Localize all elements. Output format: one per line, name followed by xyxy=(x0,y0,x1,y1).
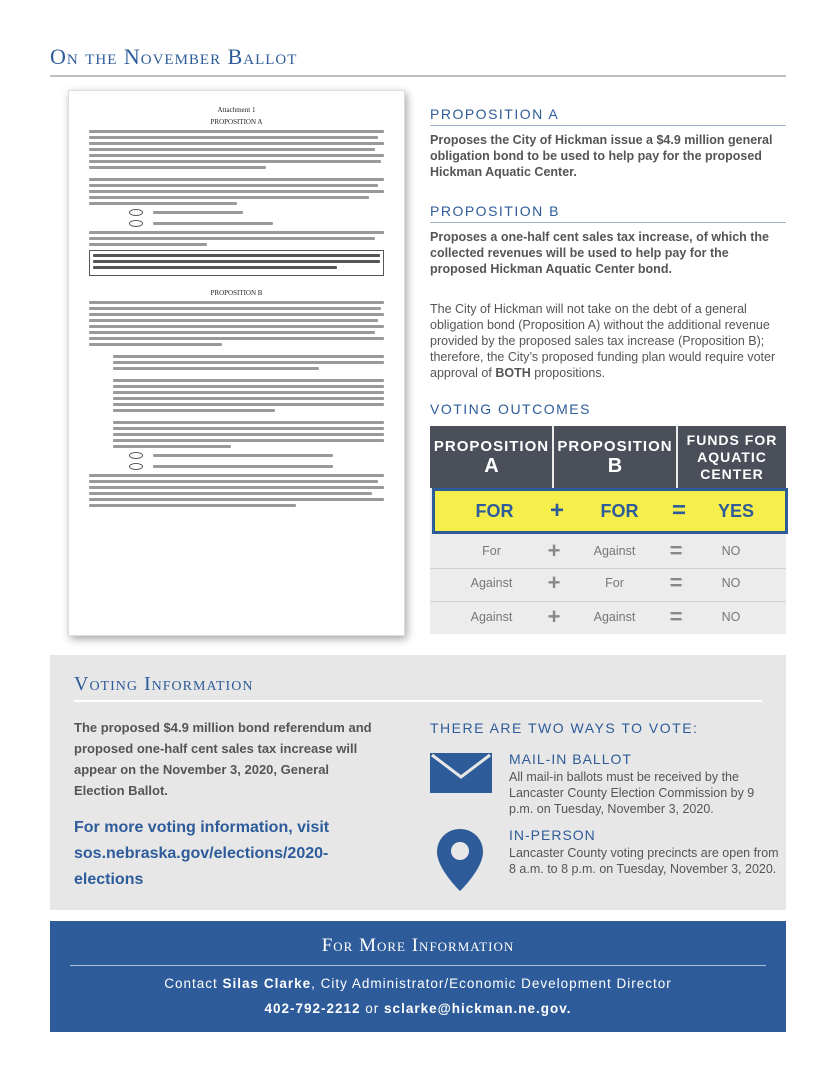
mail-in-ballot-title: MAIL-IN BALLOT xyxy=(509,751,632,767)
voting-information-rule xyxy=(74,700,762,702)
footer-phone-email-line xyxy=(50,1001,786,1016)
contact-email[interactable]: sclarke@hickman.ne.gov. xyxy=(384,1001,572,1016)
outcome-prop-a-vote: For xyxy=(482,544,501,558)
funding-note-post: propositions. xyxy=(530,366,606,380)
envelope-icon xyxy=(430,753,492,793)
doc-attachment-label: Attachment 1 xyxy=(217,106,256,114)
footer-rule xyxy=(70,965,766,966)
outcome-result: NO xyxy=(721,610,741,624)
outcome-row xyxy=(430,566,786,600)
outcome-row xyxy=(430,600,786,634)
proposition-a-text: Proposes the City of Hickman issue a $4.9 million general obligation bond to be used to help pay for the proposed Hickman Aquatic Center. xyxy=(430,133,773,179)
title-divider xyxy=(50,75,786,77)
outcome-row-approved xyxy=(432,488,788,534)
doc-option xyxy=(129,463,384,470)
plus-icon: + xyxy=(547,538,561,563)
voting-info-link[interactable]: For more voting information, visit sos.nebraska.gov/elections/2020-elections xyxy=(74,819,330,888)
proposition-b-heading: PROPOSITION B xyxy=(430,203,560,219)
voting-outcomes-table xyxy=(430,426,786,634)
outcome-result: YES xyxy=(717,500,755,521)
equals-icon: = xyxy=(669,604,683,629)
doc-proposition-a-label: PROPOSITION A xyxy=(210,118,263,126)
doc-text-block xyxy=(89,130,384,205)
page-title: On the November Ballot xyxy=(50,44,298,69)
in-person-title: IN-PERSON xyxy=(509,827,596,843)
header-funds-for-aquatic-center: FUNDS FOR AQUATIC CENTER xyxy=(686,431,778,482)
contact-phone[interactable]: 402-792-2212 xyxy=(264,1001,361,1016)
equals-icon: = xyxy=(671,497,686,524)
equals-icon: = xyxy=(669,570,683,595)
proposition-b-text: Proposes a one-half cent sales tax increase, of which the collected revenues will be used to help pay for the proposed Hickman Aquatic Center bond. xyxy=(430,230,770,276)
outcome-prop-b-vote: For xyxy=(605,576,624,590)
ballot-document-image xyxy=(68,90,405,636)
doc-option xyxy=(129,452,384,459)
header-proposition-a: PROPOSITION A xyxy=(433,437,550,477)
voting-information-panel xyxy=(50,655,786,910)
plus-icon: + xyxy=(547,604,561,629)
ballot-referendum-description: The proposed $4.9 million bond referendum and proposed one-half cent sales tax increase will appear on the November 3, 2020, General Election Ballot. xyxy=(74,720,372,798)
contact-name: Silas Clarke xyxy=(222,976,312,991)
footer-contact-line xyxy=(50,976,786,991)
proposition-a-heading: PROPOSITION A xyxy=(430,106,560,122)
doc-text-block xyxy=(89,231,384,246)
outcome-prop-b-vote: Against xyxy=(593,544,636,558)
contact-title: , City Administrator/Economic Development Director xyxy=(311,976,672,991)
voting-outcomes-heading: VOTING OUTCOMES xyxy=(430,401,591,417)
outcomes-header-row xyxy=(430,426,786,488)
outcome-prop-a-vote: Against xyxy=(470,576,513,590)
outcome-prop-b-vote: FOR xyxy=(600,500,639,521)
plus-icon: + xyxy=(547,570,561,595)
doc-notice-box xyxy=(89,250,384,276)
outcome-result: NO xyxy=(721,576,741,590)
outcome-prop-a-vote: FOR xyxy=(475,500,514,521)
ways-to-vote-heading: THERE ARE TWO WAYS TO VOTE: xyxy=(430,720,699,736)
doc-text-block xyxy=(89,474,384,507)
header-proposition-b: PROPOSITION B xyxy=(557,437,673,477)
doc-text-block xyxy=(89,301,384,448)
proposition-a-rule xyxy=(430,125,786,126)
funding-note-both: BOTH xyxy=(495,366,531,380)
outcome-prop-b-vote: Against xyxy=(593,610,636,624)
doc-proposition-b-label: PROPOSITION B xyxy=(210,289,263,297)
contact-or: or xyxy=(360,1001,385,1016)
doc-option xyxy=(129,220,384,227)
plus-icon: + xyxy=(549,497,564,524)
equals-icon: = xyxy=(669,538,683,563)
more-information-footer xyxy=(50,921,786,1032)
location-pin-icon xyxy=(437,829,483,891)
funding-plan-note xyxy=(430,301,786,381)
footer-title: For More Information xyxy=(321,935,515,956)
proposition-b-rule xyxy=(430,222,786,223)
contact-prefix: Contact xyxy=(164,976,223,991)
mail-in-ballot-text: All mail-in ballots must be received by the Lancaster County Election Commission by 9 p.m. on Tuesday, November 3, 2020. xyxy=(509,770,755,816)
doc-option xyxy=(129,209,384,216)
funding-note-pre: The City of Hickman will not take on the debt of a general obligation bond (Proposition A) without the additional revenue provided by the proposed sales tax increase (Proposition B); therefore, the City’s proposed funding plan would require voter approval of xyxy=(430,302,776,380)
outcome-row xyxy=(430,534,786,568)
in-person-text: Lancaster County voting precincts are open from 8 a.m. to 8 p.m. on Tuesday, November 3, 2020. xyxy=(509,846,779,876)
voting-information-title: Voting Information xyxy=(74,673,254,695)
outcome-result: NO xyxy=(721,544,741,558)
outcome-prop-a-vote: Against xyxy=(470,610,513,624)
